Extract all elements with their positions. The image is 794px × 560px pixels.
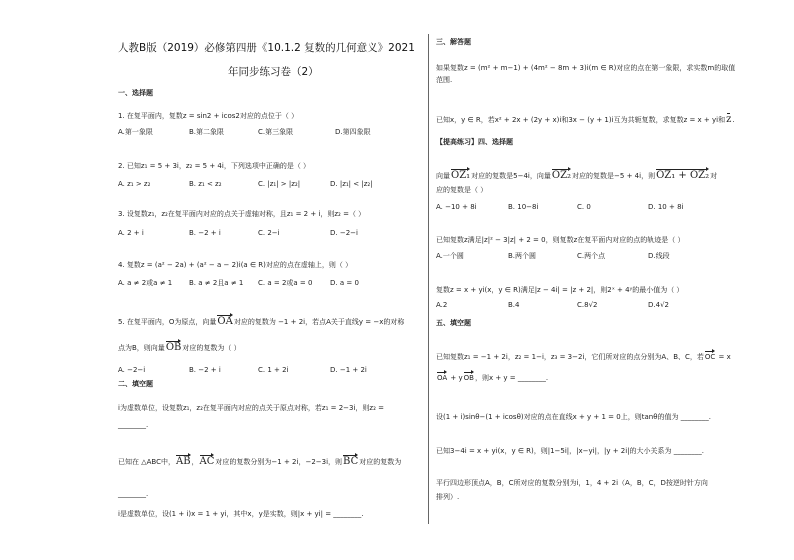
question-1-text: 1. 在复平面内，复数z = sin2 + icos2对应的点位于（ ） xyxy=(118,112,299,120)
question-2-text: 2. 已知z₁ = 5 + 3i，z₂ = 5 + 4i，下列选项中正确的是（ ） xyxy=(118,162,311,170)
advanced-fill-2-text: 设(1 + i)sinθ−(1 + icosθ)对应的点在直线x + y + 1 = 0上，则tanθ的值为 ________. xyxy=(436,413,711,421)
question-4-text: 4. 复数z = (a² − 2a) + (a² − a − 2)i(a ∈ R)对应的点在虚轴上，则（ ） xyxy=(118,261,353,269)
question-5-text-part: 对应的复数为 −1 + 2i，若点A关于直线y = −x的对称 xyxy=(233,318,405,326)
fill-2-text-part: 对应的复数分别为−1 + 2i，−2−3i，则 xyxy=(215,458,343,466)
advanced-fill-1-line-1 xyxy=(436,350,731,362)
vector-oz1: OZ₁ xyxy=(451,170,471,181)
question-5-option-b: B. −2 + i xyxy=(189,366,221,374)
question-5-option-a: A. −2−i xyxy=(118,366,146,374)
conjugate-z-symbol: z xyxy=(726,114,732,125)
advanced-3-option-b: B.4 xyxy=(508,301,520,309)
question-5-text-part: 5. 在复平面内，O为原点，向量 xyxy=(118,318,217,326)
advanced-1-text-part: 对应的复数是5−4i，向量 xyxy=(471,172,551,180)
vector-oz2: OZ₂ xyxy=(551,170,572,181)
advanced-2-option-b: B.两个圆 xyxy=(508,252,537,260)
advanced-2-option-c: C.两个点 xyxy=(577,252,606,260)
title-line-1: 人教B版（2019）必修第四册《10.1.2 复数的几何意义》2021 xyxy=(118,42,415,54)
question-5-line-2 xyxy=(118,340,241,353)
advanced-3-option-d: D.4√2 xyxy=(648,301,669,309)
vector-bc: BC xyxy=(343,456,359,467)
advanced-2-text: 已知复数z满足|z|² − 3|z| + 2 = 0，则复数z在复平面内对应的点的轨迹是（ ） xyxy=(436,236,685,244)
section-heading-answer: 三、解答题 xyxy=(436,38,471,46)
question-5-text-part: 点为B，则向量 xyxy=(118,344,165,352)
question-2-option-c: C. |z₁| > |z₂| xyxy=(258,180,301,188)
advanced-1-option-c: C. 0 xyxy=(577,203,591,211)
advanced-1-option-a: A. −10 + 8i xyxy=(436,203,477,211)
vector-ab: AB xyxy=(175,456,191,467)
advanced-1-text-part: 向量 xyxy=(436,172,450,180)
question-5-text-part: 对应的复数为（ ） xyxy=(182,344,241,352)
title-line-2: 年同步练习卷（2） xyxy=(228,66,319,78)
question-1-option-d: D.第四象限 xyxy=(335,128,371,136)
advanced-1-line-1 xyxy=(436,168,717,181)
vector-oa-2: OA xyxy=(437,371,447,382)
fill-1-blank: ________. xyxy=(118,421,149,429)
vector-ac: AC xyxy=(199,456,215,467)
advanced-1-text-part: 对应的复数是−5 + 4i，则 xyxy=(572,172,656,180)
question-3-option-c: C. 2−i xyxy=(258,229,280,237)
question-5-option-c: C. 1 + 2i xyxy=(258,366,289,374)
question-1-option-a: A.第一象限 xyxy=(118,128,153,136)
fill-2-text-part: 对应的复数为 xyxy=(359,458,402,466)
section-heading-choice: 一、选择题 xyxy=(118,89,153,97)
column-divider xyxy=(428,34,429,524)
vector-oa: OA xyxy=(217,316,233,327)
question-2-option-d: D. |z₁| < |z₂| xyxy=(330,180,373,188)
question-4-option-b: B. a ≠ 2且a ≠ 1 xyxy=(189,279,244,287)
question-5-option-d: D. −1 + 2i xyxy=(330,366,367,374)
advanced-3-option-a: A.2 xyxy=(436,301,448,309)
section-heading-advanced-choice: 【提高练习】四、选择题 xyxy=(436,138,513,146)
fill-2-text-part: 已知在 △ABC中， xyxy=(118,458,175,466)
fill-2-line-1 xyxy=(118,454,401,467)
question-2-option-b: B. z₁ < z₂ xyxy=(189,180,222,188)
section-heading-advanced-fill: 五、填空题 xyxy=(436,319,471,327)
fill-2-blank: ________. xyxy=(118,490,149,498)
question-4-option-c: C. a = 2或a = 0 xyxy=(258,279,313,287)
advanced-1-line-2: 应的复数是（ ） xyxy=(436,186,488,194)
question-2-option-a: A. z₁ > z₂ xyxy=(118,180,151,188)
question-3-text: 3. 设复数z₁，z₂在复平面内对应的点关于虚轴对称，且z₁ = 2 + i，则z₂ =（ ） xyxy=(118,210,366,218)
answer-1-line-2: 范围. xyxy=(436,76,453,84)
question-5-line-1 xyxy=(118,314,404,327)
vector-oc: OC xyxy=(705,350,715,361)
advanced-1-text-part: 对 xyxy=(710,172,718,180)
answer-1-line-1: 如果复数z = (m² + m−1) + (4m² − 8m + 3)i(m ∈ R)对应的点在第一象限，求实数m的取值 xyxy=(436,64,736,72)
advanced-fill-4-line-1: 平行四边形顶点A，B，C所对应的复数分别为i，1，4 + 2i（A，B，C，D按逆时针方向 xyxy=(436,479,708,487)
vector-ob: OB xyxy=(165,342,182,353)
advanced-fill-1-text-part: + y xyxy=(448,374,463,382)
advanced-fill-4-line-2: 排列）. xyxy=(436,493,460,501)
question-1-option-b: B.第二象限 xyxy=(189,128,225,136)
question-4-option-a: A. a ≠ 2或a ≠ 1 xyxy=(118,279,173,287)
advanced-fill-1-text-part: ，则x + y = ________. xyxy=(474,374,549,382)
question-3-option-b: B. −2 + i xyxy=(189,229,221,237)
advanced-fill-1-text-part: 已知复数z₁ = −1 + 2i，z₂ = 1−i，z₃ = 3−2i，它们所对应的点分别为A、B、C，若 xyxy=(436,353,704,361)
vector-ob-2: OB xyxy=(464,371,474,382)
advanced-2-option-a: A.一个圆 xyxy=(436,252,464,260)
answer-2-text: 已知x，y ∈ R，若x² + 2x + (2y + x)i和3x − (y + 1)i互为共轭复数，求复数z = x + yi和 xyxy=(436,116,726,124)
question-3-option-d: D. −2−i xyxy=(330,229,358,237)
fill-3-text: i是虚数单位，设(1 + i)x = 1 + yi，其中x，y是实数，则|x + yi| = ________. xyxy=(118,510,364,518)
answer-2-line xyxy=(436,112,735,125)
advanced-fill-1-text-part: = x xyxy=(716,353,731,361)
advanced-2-option-d: D.线段 xyxy=(648,252,670,260)
answer-2-end: . xyxy=(732,116,735,124)
fill-2-text-part: ， xyxy=(191,458,199,466)
advanced-3-text: 复数z = x + yi(x，y ∈ R)满足|z − 4i| = |z + 2|，则2ˣ + 4ʸ的最小值为（ ） xyxy=(436,286,684,294)
fill-1-line-1: i为虚数单位，设复数z₁，z₂在复平面内对应的点关于原点对称，若z₁ = 2−3i，则z₂ = xyxy=(118,404,384,412)
vector-sum-oz1-oz2: OZ₁ + OZ₂ xyxy=(656,170,710,181)
section-heading-fill: 二、填空题 xyxy=(118,380,153,388)
advanced-3-option-c: C.8√2 xyxy=(577,301,598,309)
question-1-option-c: C.第三象限 xyxy=(258,128,294,136)
question-4-option-d: D. a = 0 xyxy=(330,279,359,287)
advanced-1-option-d: D. 10 + 8i xyxy=(648,203,684,211)
advanced-fill-1-line-2 xyxy=(436,371,548,383)
advanced-fill-3-text: 已知3−4i = x + yi(x，y ∈ R)，则|1−5i|，|x−yi|，|y + 2i|的大小关系为 ________. xyxy=(436,447,705,455)
advanced-1-option-b: B. 10−8i xyxy=(508,203,539,211)
question-3-option-a: A. 2 + i xyxy=(118,229,144,237)
